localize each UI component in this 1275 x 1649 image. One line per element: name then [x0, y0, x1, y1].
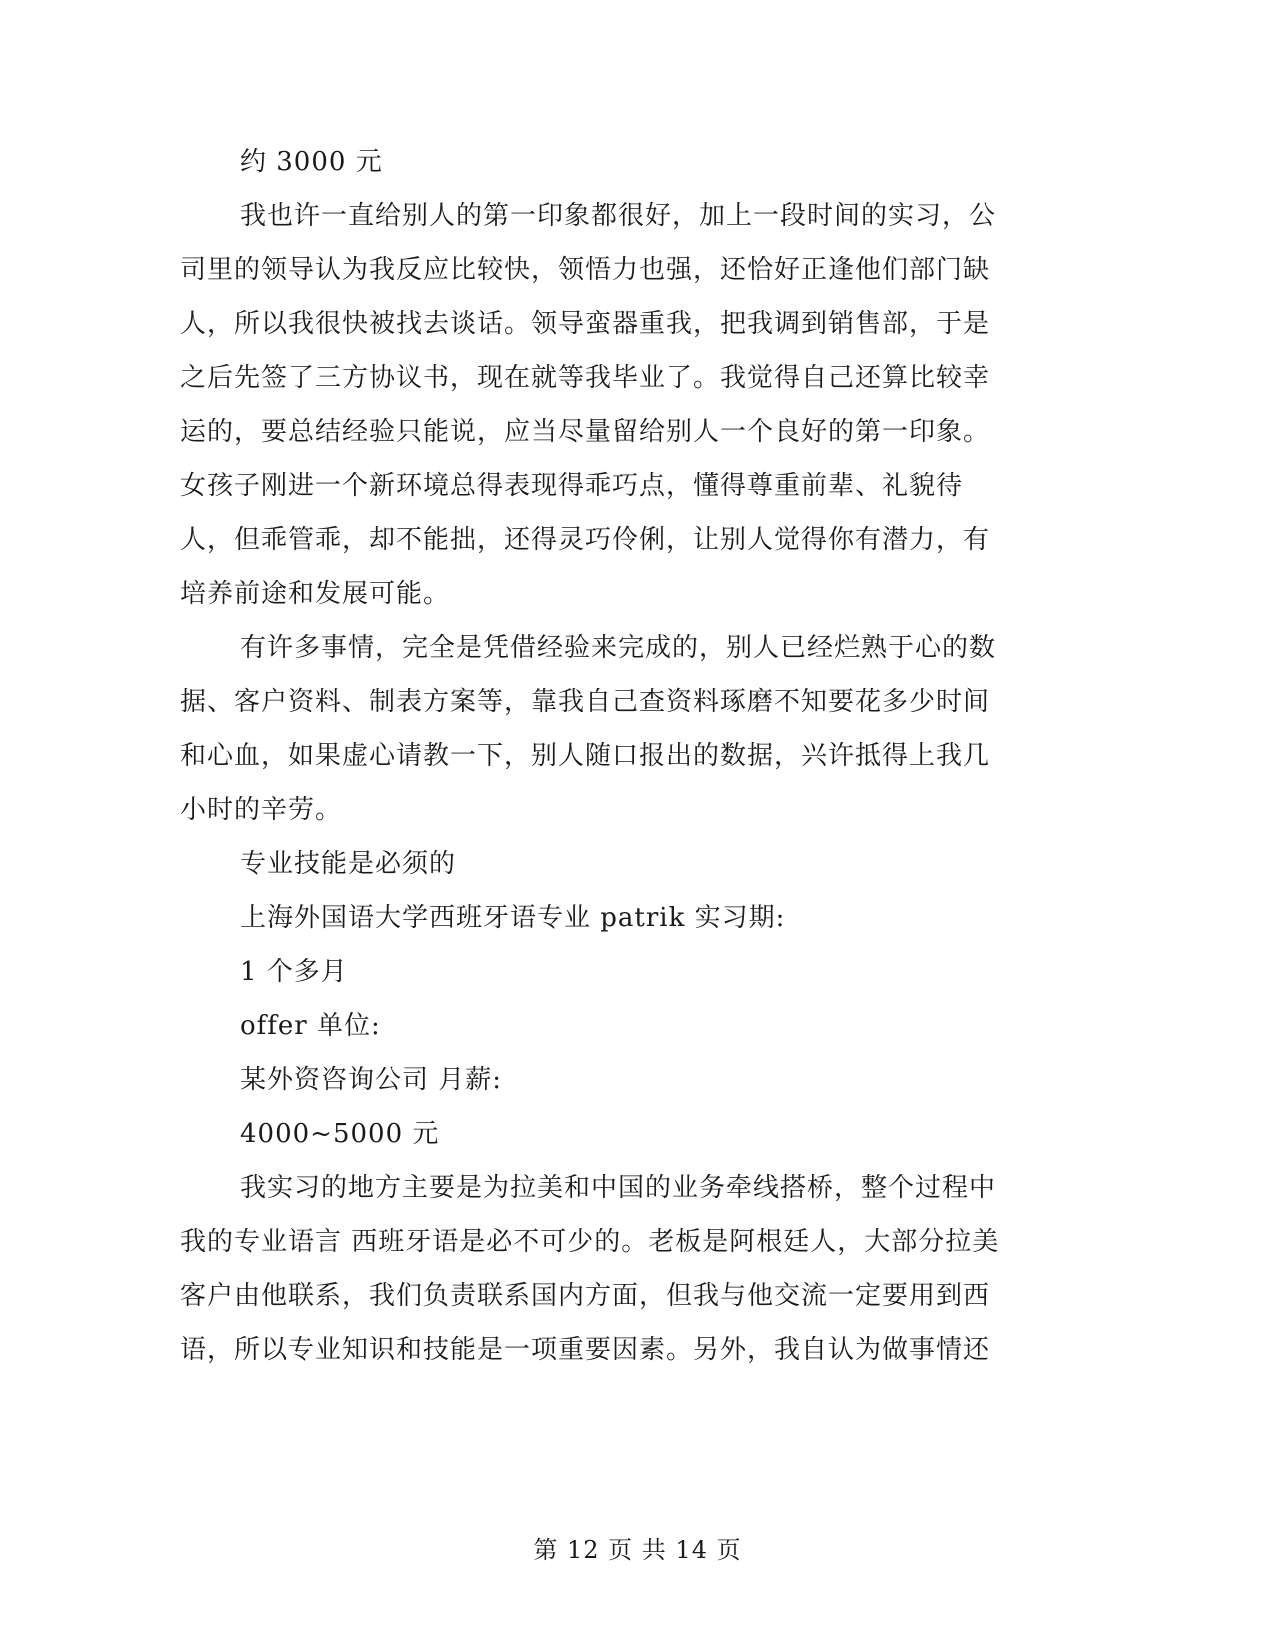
text-line: 和心血，如果虚心请教一下，别人随口报出的数据，兴许抵得上我几 — [180, 741, 991, 771]
text-line: 人，所以我很快被找去谈话。领导蛮器重我，把我调到销售部，于是 — [180, 309, 991, 339]
text-line: 女孩子刚进一个新环境总得表现得乖巧点，懂得尊重前辈、礼貌待 — [180, 471, 964, 501]
text-line: 小时的辛劳。 — [180, 795, 343, 825]
text-line: offer 单位: — [240, 1011, 381, 1041]
text-line: 4000~5000 元 — [240, 1119, 440, 1149]
text-line: 约 3000 元 — [240, 147, 383, 177]
text-line: 客户由他联系，我们负责联系国内方面，但我与他交流一定要用到西 — [180, 1281, 991, 1311]
text-line: 语，所以专业知识和技能是一项重要因素。另外，我自认为做事情还 — [180, 1335, 991, 1365]
text-line: 据、客户资料、制表方案等，靠我自己查资料琢磨不知要花多少时间 — [180, 687, 991, 717]
text-line: 运的，要总结经验只能说，应当尽量留给别人一个良好的第一印象。 — [180, 417, 991, 447]
text-line: 培养前途和发展可能。 — [180, 579, 451, 609]
text-line: 我实习的地方主要是为拉美和中国的业务牵线搭桥，整个过程中 — [240, 1173, 997, 1203]
page-number-footer: 第 12 页 共 14 页 — [533, 1536, 742, 1564]
text-line: 司里的领导认为我反应比较快，领悟力也强，还恰好正逢他们部门缺 — [180, 255, 991, 285]
text-line: 某外资咨询公司 月薪: — [240, 1065, 503, 1095]
text-line: 我的专业语言 西班牙语是必不可少的。老板是阿根廷人，大部分拉美 — [180, 1227, 1000, 1257]
text-line: 我也许一直给别人的第一印象都很好，加上一段时间的实习，公 — [240, 201, 997, 231]
text-line: 人，但乖管乖，却不能拙，还得灵巧伶俐，让别人觉得你有潜力，有 — [180, 525, 991, 555]
section-heading: 专业技能是必须的 — [240, 849, 457, 879]
text-line: 1 个多月 — [240, 957, 348, 987]
text-line: 之后先签了三方协议书，现在就等我毕业了。我觉得自己还算比较幸 — [180, 363, 991, 393]
text-line: 上海外国语大学西班牙语专业 patrik 实习期: — [240, 903, 786, 933]
text-line: 有许多事情，完全是凭借经验来完成的，别人已经烂熟于心的数 — [240, 633, 997, 663]
